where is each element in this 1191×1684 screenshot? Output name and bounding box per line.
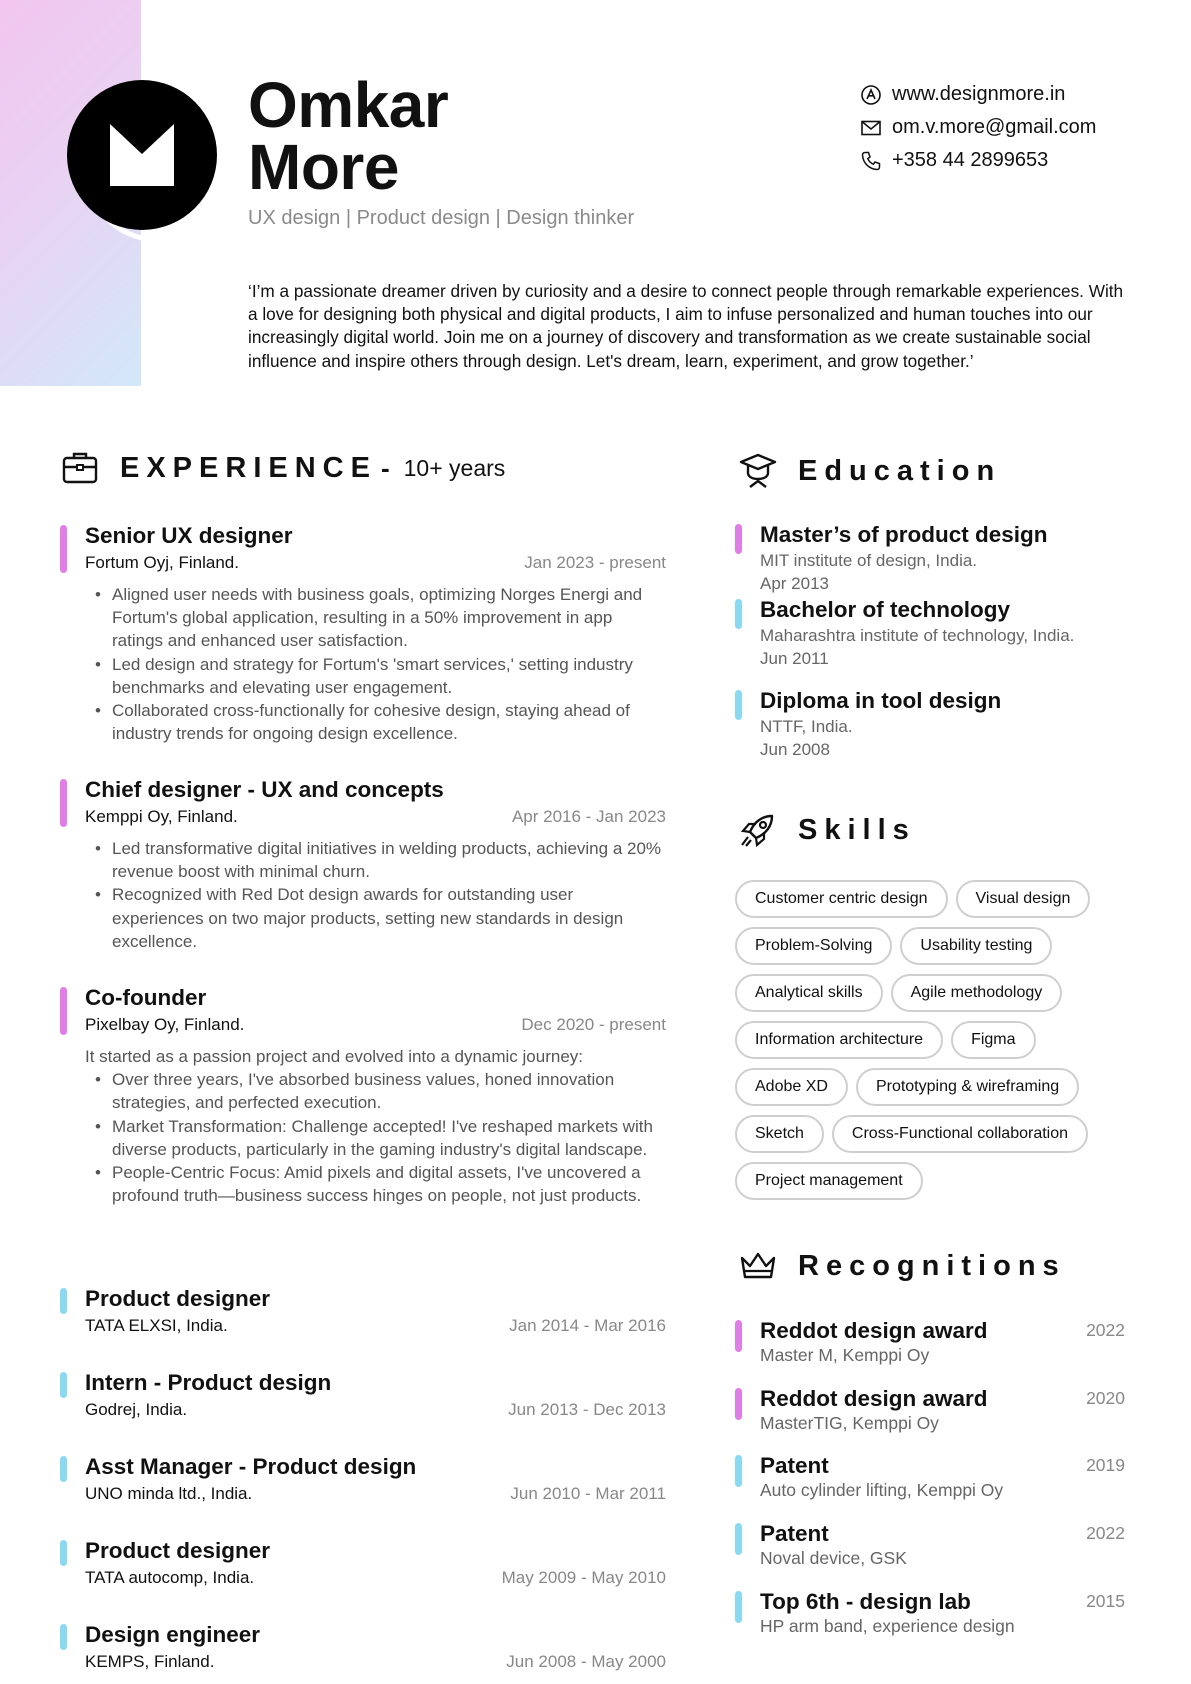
contact-website[interactable] (860, 78, 1096, 111)
skill-row (735, 1162, 1135, 1200)
job-company: Pixelbay Oy, Finland. (85, 1015, 245, 1034)
skill-row (735, 1068, 1135, 1106)
job-dates: Jun 2013 - Dec 2013 (508, 1400, 666, 1419)
accent-bar (60, 1456, 67, 1482)
contact-email[interactable] (860, 111, 1096, 144)
job-dates: Jan 2023 - present (524, 553, 666, 572)
recognition-subtitle: HP arm band, experience design (760, 1616, 1015, 1636)
education-entry (735, 522, 1165, 592)
degree-date: Apr 2013 (760, 574, 829, 593)
skill-chip: Visual design (956, 880, 1091, 918)
rocket-icon (738, 810, 778, 850)
website-icon (860, 84, 882, 106)
job-entry (60, 523, 666, 743)
briefcase-icon (60, 448, 100, 488)
recognition-entry (735, 1318, 1125, 1374)
skill-chip: Analytical skills (735, 974, 883, 1012)
recognition-entry (735, 1521, 1125, 1577)
accent-bar (735, 690, 742, 720)
accent-bar (735, 1320, 742, 1352)
first-name: Omkar (248, 69, 449, 141)
skill-chip: Problem-Solving (735, 927, 892, 965)
accent-bar (60, 1624, 67, 1650)
education-entry (735, 597, 1165, 667)
recognition-subtitle: MasterTIG, Kemppi Oy (760, 1413, 939, 1433)
skill-chip: Information architecture (735, 1021, 943, 1059)
skill-chip: Adobe XD (735, 1068, 848, 1106)
bio-paragraph: ‘I’m a passionate dreamer driven by curiosity and a desire to connect people through remarkable experiences. With a love for designing both physical and digital products, I aim to infuse personalized and human touches into our increasingly digital world. Join me on a journey of discovery and transformation as we create sustainable social influence and inspire others through design. Let's dream, learn, experiment, and grow together.’ (248, 281, 1124, 371)
job-company: Godrej, India. (85, 1400, 188, 1419)
job-dates: May 2009 - May 2010 (501, 1568, 666, 1587)
job-description (85, 837, 665, 953)
job-bullet: • Led design and strategy for Fortum's 'smart services,' setting industry benchmarks and elevating user engagement. (85, 653, 665, 699)
job-title: Co-founder (85, 985, 207, 1010)
skills-heading (738, 810, 916, 850)
recognition-title: Top 6th - design lab (760, 1589, 971, 1614)
logo-m-icon (50, 72, 240, 262)
accent-bar (735, 599, 742, 629)
job-title: Chief designer - UX and concepts (85, 777, 444, 802)
education-heading (738, 451, 1001, 491)
job-company: Kemppi Oy, Finland. (85, 807, 238, 826)
school-name: NTTF, India. (760, 717, 853, 736)
skill-row (735, 1021, 1135, 1059)
recognition-title: Patent (760, 1453, 829, 1478)
skill-row (735, 880, 1135, 918)
job-bullet: • Recognized with Red Dot design awards for outstanding user experiences on two major products, setting new standards in design excellence. (85, 883, 665, 953)
job-entry (60, 1622, 666, 1682)
job-bullet: • Aligned user needs with business goals, optimizing Norges Energi and Fortum's global application, resulting in a 50% improvement in app ratings and enhanced user satisfaction. (85, 583, 665, 653)
skill-chip: Figma (951, 1021, 1035, 1059)
recognition-title: Patent (760, 1521, 829, 1546)
skill-row (735, 974, 1135, 1012)
skill-chip: Customer centric design (735, 880, 948, 918)
recognition-year: 2020 (1086, 1388, 1125, 1408)
skill-chip: Cross-Functional collaboration (832, 1115, 1088, 1153)
job-description (85, 583, 665, 745)
skill-chip: Sketch (735, 1115, 824, 1153)
job-bullet: • Over three years, I've absorbed business values, honed innovation strategies, and perfected execution. (85, 1068, 665, 1114)
job-bullet: • Market Transformation: Challenge accepted! I've reshaped markets with diverse products, particularly in the gaming industry's digital landscape. (85, 1115, 665, 1161)
recognition-year: 2015 (1086, 1591, 1125, 1611)
degree-date: Jun 2008 (760, 740, 830, 759)
experience-title: EXPERIENCE (120, 451, 377, 484)
job-title: Design engineer (85, 1622, 261, 1647)
recognition-entry (735, 1453, 1125, 1509)
recognition-title: Reddot design award (760, 1318, 988, 1343)
skill-row (735, 927, 1135, 965)
experience-years: 10+ years (403, 454, 506, 481)
job-entry (60, 985, 666, 1255)
experience-dash: - (380, 452, 390, 483)
accent-bar (735, 1523, 742, 1555)
skill-chip: Agile methodology (891, 974, 1063, 1012)
accent-bar (60, 987, 67, 1035)
recognition-entry (735, 1589, 1125, 1645)
job-entry (60, 1538, 666, 1598)
job-company: UNO minda ltd., India. (85, 1484, 253, 1503)
accent-bar (60, 1372, 67, 1398)
job-company: Fortum Oyj, Finland. (85, 553, 239, 572)
recognitions-title: Recognitions (798, 1249, 1066, 1282)
tagline: UX design | Product design | Design thinker (248, 207, 635, 229)
recognitions-heading (738, 1246, 1066, 1286)
recognition-year: 2022 (1086, 1320, 1125, 1340)
job-entry (60, 1370, 666, 1430)
email-text[interactable]: om.v.more@gmail.com (892, 116, 1097, 138)
job-entry (60, 1454, 666, 1514)
phone-icon (860, 150, 882, 172)
skill-chip: Prototyping & wireframing (856, 1068, 1079, 1106)
contact-block (860, 78, 1096, 177)
school-name: MIT institute of design, India. (760, 551, 978, 570)
job-title: Product designer (85, 1538, 271, 1563)
job-intro: It started as a passion project and evolved into a dynamic journey: (85, 1047, 584, 1066)
job-bullet: • People-Centric Focus: Amid pixels and digital assets, I've uncovered a profound truth—business success hinges on people, not just products. (85, 1161, 665, 1207)
skill-chip: Usability testing (900, 927, 1052, 965)
degree-title: Bachelor of technology (760, 597, 1011, 622)
job-dates: Jun 2010 - Mar 2011 (510, 1484, 666, 1503)
mail-icon (860, 117, 882, 139)
accent-bar (735, 524, 742, 554)
recognition-subtitle: Noval device, GSK (760, 1548, 907, 1568)
full-name (248, 69, 449, 203)
accent-bar (735, 1388, 742, 1420)
job-dates: Jun 2008 - May 2000 (506, 1652, 666, 1671)
education-entry (735, 688, 1165, 758)
experience-heading (60, 448, 505, 488)
job-company: KEMPS, Finland. (85, 1652, 215, 1671)
job-title: Senior UX designer (85, 523, 293, 548)
contact-phone[interactable] (860, 144, 1096, 177)
job-bullet: • Led transformative digital initiatives in welding products, achieving a 20% revenue boost with minimal churn. (85, 837, 665, 883)
phone-text[interactable]: +358 44 2899653 (892, 149, 1049, 171)
recognition-year: 2019 (1086, 1455, 1125, 1475)
accent-bar (60, 779, 67, 827)
job-entry (60, 777, 666, 951)
degree-title: Master’s of product design (760, 522, 1048, 547)
accent-bar (735, 1591, 742, 1623)
job-bullet: • Collaborated cross-functionally for cohesive design, staying ahead of industry trends for ongoing design excellence. (85, 699, 665, 745)
job-dates: Apr 2016 - Jan 2023 (511, 807, 666, 826)
school-name: Maharashtra institute of technology, India. (760, 626, 1075, 645)
job-company: TATA autocomp, India. (85, 1568, 255, 1587)
job-title: Product designer (85, 1286, 271, 1311)
skill-row (735, 1115, 1135, 1153)
website-text[interactable]: www.designmore.in (892, 83, 1066, 105)
job-entry (60, 1286, 666, 1346)
logo (50, 72, 240, 262)
skills-list (735, 880, 1135, 1209)
graduation-cap-icon (738, 451, 778, 491)
skill-chip: Project management (735, 1162, 923, 1200)
accent-bar (60, 1288, 67, 1314)
job-description (85, 1045, 665, 1207)
degree-title: Diploma in tool design (760, 688, 1002, 713)
recognition-subtitle: Master M, Kemppi Oy (760, 1345, 930, 1365)
last-name: More (248, 131, 399, 203)
recognition-entry (735, 1386, 1125, 1442)
job-dates: Jan 2014 - Mar 2016 (509, 1316, 666, 1335)
job-dates: Dec 2020 - present (521, 1015, 666, 1034)
recognition-title: Reddot design award (760, 1386, 988, 1411)
education-title: Education (798, 454, 1002, 487)
recognition-subtitle: Auto cylinder lifting, Kemppi Oy (760, 1480, 1004, 1500)
accent-bar (60, 1540, 67, 1566)
degree-date: Jun 2011 (760, 649, 829, 668)
job-title: Intern - Product design (85, 1370, 332, 1395)
accent-bar (735, 1455, 742, 1487)
crown-icon (738, 1246, 778, 1286)
job-company: TATA ELXSI, India. (85, 1316, 228, 1335)
skills-title: Skills (798, 813, 916, 846)
accent-bar (60, 525, 67, 573)
recognition-year: 2022 (1086, 1523, 1125, 1543)
job-title: Asst Manager - Product design (85, 1454, 417, 1479)
